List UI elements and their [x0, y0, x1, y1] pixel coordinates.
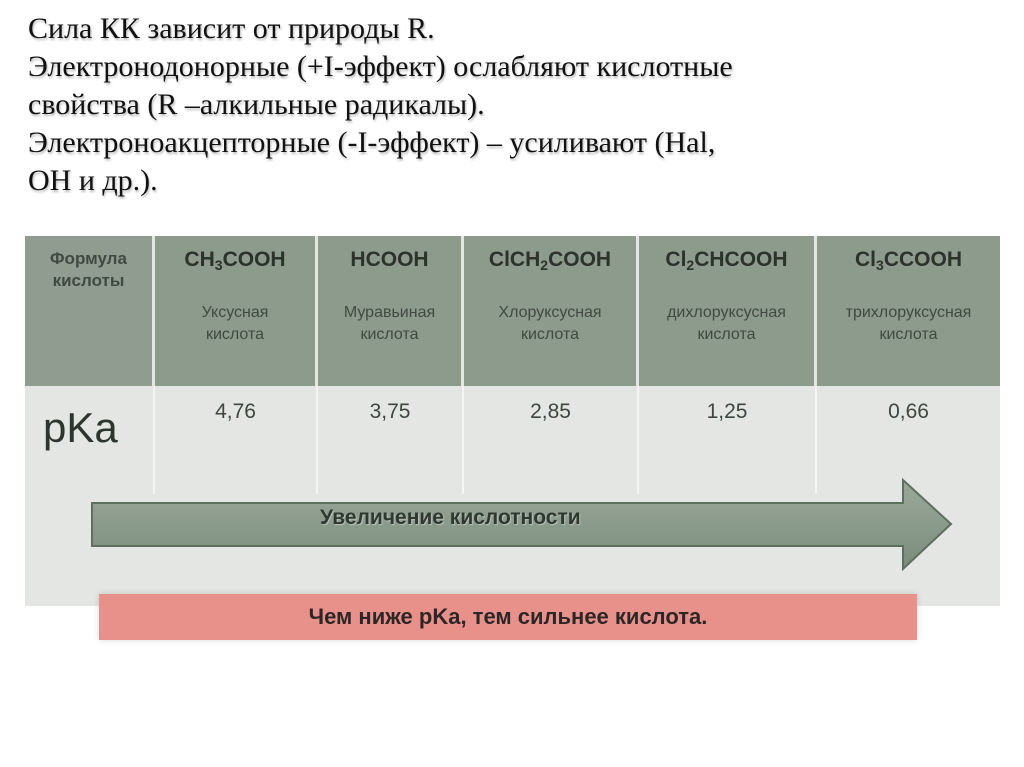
header-cell-acetic — [155, 236, 318, 386]
arrow-label: Увеличение кислотности — [320, 506, 581, 529]
intro-line: Электронодонорные (+I-эффект) ослабляют кислотные — [28, 50, 733, 83]
conclusion-banner: Чем ниже pKa, тем сильнее кислота. — [99, 594, 917, 640]
intro-line: Сила КК зависит от природы R. — [28, 12, 435, 45]
header-formula-label — [25, 236, 155, 386]
header-cell-dichloroacetic — [639, 236, 817, 386]
acid-formula: ClCH$_2$COOH — [488, 248, 612, 273]
acid-name: Хлоруксусная кислота — [498, 304, 602, 343]
header-cell-trichloroacetic — [817, 236, 1000, 386]
acid-formula: $Cl_3CCOOH$ — [855, 248, 962, 273]
intro-line: ОН и др.). — [28, 164, 158, 197]
acid-name: дихлоруксусная кислота — [667, 304, 786, 343]
table-header-row — [25, 236, 1000, 386]
header-label-line: кислоты — [52, 271, 125, 290]
acid-formula: HCOOH — [350, 248, 429, 271]
intro-line: свойства (R –алкильные радикалы). — [28, 88, 485, 121]
acid-name: трихлоруксусная кислота — [845, 304, 972, 343]
acid-formula: $Cl_2CHCOOH$ — [665, 248, 788, 273]
header-label-line: Формула — [50, 249, 127, 268]
pka-value: 1,25 — [639, 386, 817, 494]
pka-value: 2,85 — [464, 386, 639, 494]
intro-line: Электроноакцепторные (-I-эффект) – усиливают (Hal, — [28, 126, 716, 159]
pka-value: 3,75 — [318, 386, 464, 494]
header-cell-chloroacetic — [464, 236, 639, 386]
pka-label: pKa — [25, 386, 155, 494]
pka-value: 4,76 — [155, 386, 318, 494]
intro-text — [28, 10, 1008, 200]
acid-formula: $CH_3COOH$ — [184, 248, 286, 273]
acid-name: Уксусная кислота — [201, 304, 269, 343]
header-cell-formic — [318, 236, 464, 386]
pka-value: 0,66 — [888, 400, 929, 423]
acid-name: Муравьиная кислота — [343, 304, 436, 343]
